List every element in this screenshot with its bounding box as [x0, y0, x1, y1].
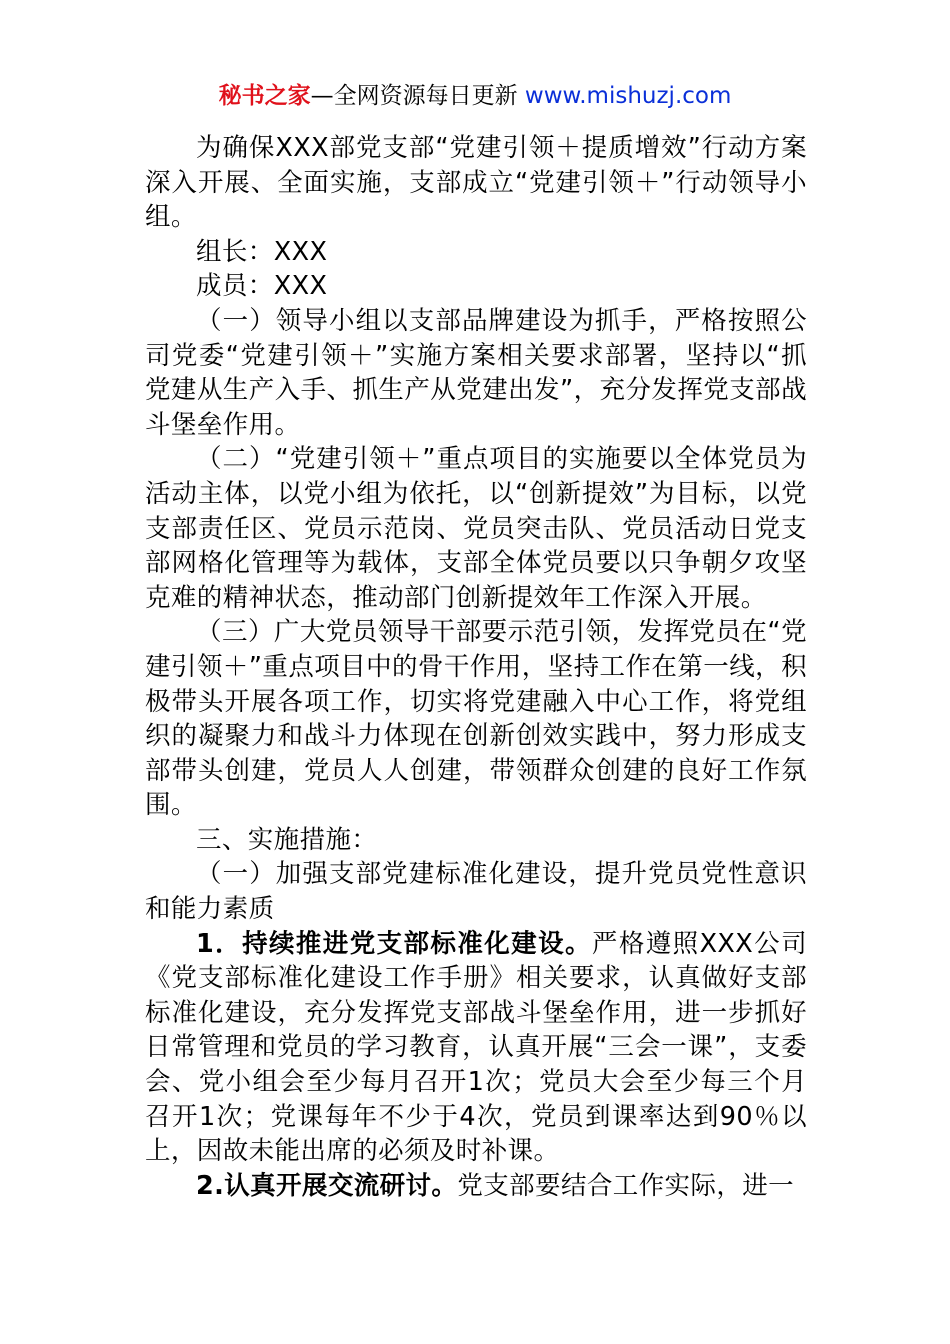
site-header — [0, 80, 950, 112]
site-tagline: —全网资源每日更新 — [310, 83, 525, 109]
document-body — [145, 131, 807, 1203]
paragraph-text: （二）“党建引领＋”重点项目的实施要以全体党员为活动主体，以党小组为依托，以“创新提效”为目标，以党支部责任区、党员示范岗、党员突击队、党员活动日党支部网格化管理等为载体，支部全体党员要以只争朝夕攻坚克难的精神状态，推动部门创新提效年工作深入开展。 — [145, 444, 807, 613]
paragraph-lead: 1．持续推进党支部标准化建设。 — [196, 928, 592, 959]
site-url[interactable]: www.mishuzj.com — [524, 83, 732, 109]
paragraph-text: 成员：XXX — [196, 271, 328, 302]
section-heading — [145, 823, 807, 858]
leader-line — [145, 235, 807, 270]
paragraph-lead: 2.认真开展交流研讨。 — [196, 1170, 458, 1201]
item-three-paragraph — [145, 615, 807, 823]
paragraph-text: （三）广大党员领导干部要示范引领，发挥党员在“党建引领＋”重点项目中的骨干作用，坚持工作在第一线，积极带头开展各项工作，切实将党建融入中心工作，将党组织的凝聚力和战斗力体现在创新创效实践中，努力形成支部带头创建，党员人人创建，带领群众创建的良好工作氛围。 — [145, 617, 807, 821]
item-two-paragraph — [145, 442, 807, 615]
site-brand: 秘书之家 — [218, 83, 311, 109]
item-one-paragraph — [145, 304, 807, 442]
subsection-heading — [145, 857, 807, 926]
paragraph-text: （一）领导小组以支部品牌建设为抓手，严格按照公司党委“党建引领＋”实施方案相关要求部署，坚持以“抓党建从生产入手、抓生产从党建出发”，充分发挥党支部战斗堡垒作用。 — [145, 305, 807, 440]
paragraph-text: 三、实施措施： — [196, 824, 378, 855]
paragraph-text: 党支部要结合工作实际，进一 — [457, 1170, 795, 1201]
measure-two-paragraph — [145, 1169, 807, 1204]
members-line — [145, 269, 807, 304]
measure-one-paragraph — [145, 927, 807, 1169]
paragraph-text: 严格遵照XXX公司《党支部标准化建设工作手册》相关要求，认真做好支部标准化建设，充分发挥党支部战斗堡垒作用，进一步抓好日常管理和党员的学习教育，认真开展“三会一课”，支委会、党小组会至少每月召开1次；党员大会至少每三个月召开1次；党课每年不少于4次，党员到课率达到90％以上，因故未能出席的必须及时补课。 — [145, 928, 807, 1167]
paragraph-text: 为确保XXX部党支部“党建引领＋提质增效”行动方案深入开展、全面实施，支部成立“党建引领＋”行动领导小组。 — [145, 133, 807, 233]
paragraph-text: 组长：XXX — [196, 236, 328, 267]
intro-paragraph — [145, 131, 807, 235]
paragraph-text: （一）加强支部党建标准化建设，提升党员党性意识和能力素质 — [145, 859, 807, 925]
